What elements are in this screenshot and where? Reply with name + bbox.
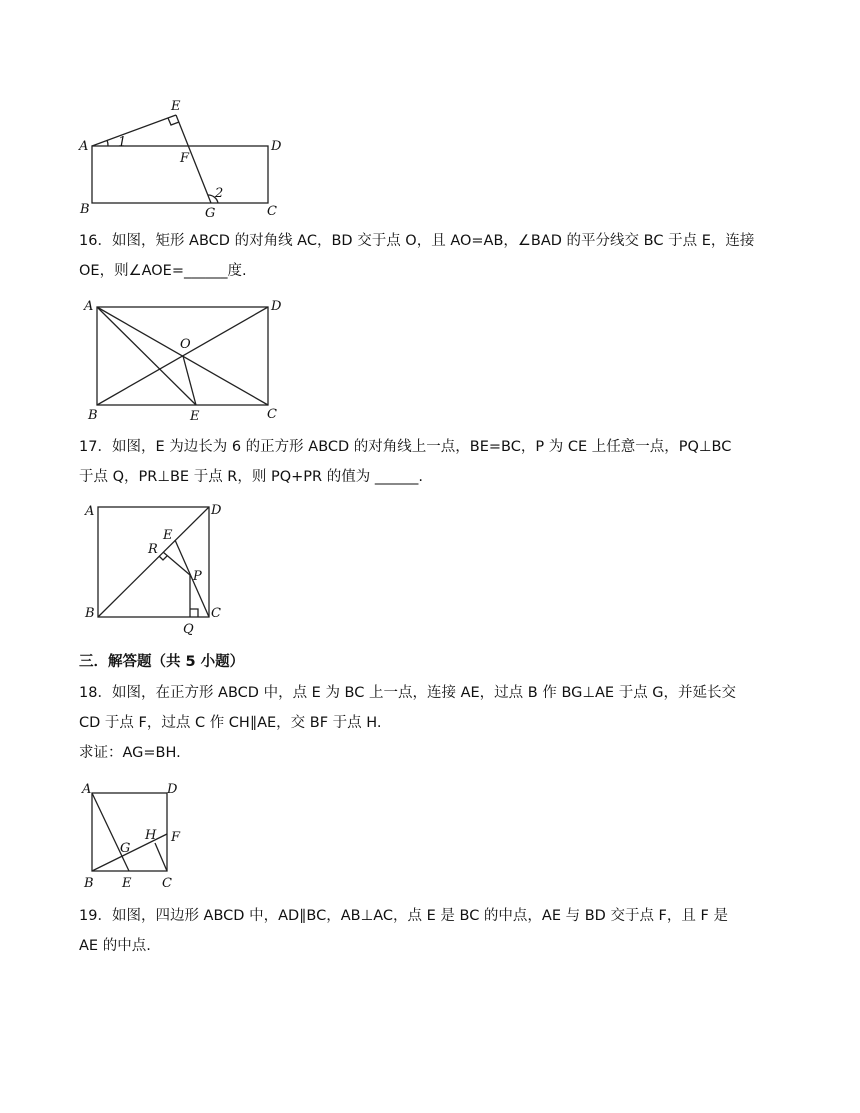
question-17-line-1: 17．如图，E 为边长为 6 的正方形 ABCD 的对角线上一点，BE=BC，P 为 CE 上任意一点，PQ⊥BC xyxy=(79,439,732,455)
question-18 xyxy=(79,678,799,768)
label-g: G xyxy=(120,841,131,856)
figure-17 xyxy=(0,495,300,640)
label-o: O xyxy=(180,337,191,352)
label-e: E xyxy=(163,528,173,543)
label-angle-1: 1 xyxy=(118,135,127,150)
label-c: C xyxy=(162,876,172,891)
question-18-line-2: CD 于点 F，过点 C 作 CH∥AE，交 BF 于点 H. xyxy=(79,715,382,731)
label-b: B xyxy=(85,606,95,621)
label-d: D xyxy=(167,782,178,797)
question-19 xyxy=(79,901,799,961)
label-q: Q xyxy=(183,622,194,637)
label-angle-2: 2 xyxy=(215,186,224,201)
segment-ce xyxy=(175,540,209,617)
segment-ch xyxy=(155,843,167,871)
label-g: G xyxy=(205,206,216,221)
figure-16 xyxy=(0,290,300,425)
question-16-line-2: OE，则∠AOE=______度. xyxy=(79,263,247,279)
label-e: E xyxy=(190,409,200,424)
label-c: C xyxy=(211,606,221,621)
question-17-line-2: 于点 Q，PR⊥BE 于点 R，则 PQ+PR 的值为 ______. xyxy=(79,469,423,485)
label-r: R xyxy=(148,542,158,557)
label-f: F xyxy=(171,830,181,845)
section-3-heading: 三．解答题（共 5 小题） xyxy=(79,654,245,670)
right-angle-mark-q xyxy=(190,609,198,617)
question-17 xyxy=(79,432,799,492)
right-angle-mark-r xyxy=(159,556,167,560)
label-f: F xyxy=(180,151,190,166)
label-b: B xyxy=(88,408,98,423)
label-e: E xyxy=(171,99,181,114)
label-b: B xyxy=(80,202,90,217)
label-b: B xyxy=(84,876,94,891)
label-d: D xyxy=(271,139,282,154)
label-a: A xyxy=(84,299,94,314)
label-d: D xyxy=(211,503,222,518)
question-18-line-1: 18．如图，在正方形 ABCD 中，点 E 为 BC 上一点，连接 AE，过点 B 作 BG⊥AE 于点 G，并延长交 xyxy=(79,685,737,701)
label-a: A xyxy=(82,782,92,797)
label-h: H xyxy=(145,828,157,843)
question-16 xyxy=(79,226,799,286)
figure-18 xyxy=(0,775,220,895)
question-16-line-1: 16．如图，矩形 ABCD 的对角线 AC，BD 交于点 O，且 AO=AB，∠BAD 的平分线交 BC 于点 E，连接 xyxy=(79,233,755,249)
figure-15 xyxy=(0,0,300,225)
label-p: P xyxy=(193,569,202,584)
label-d: D xyxy=(271,299,282,314)
label-a: A xyxy=(79,139,89,154)
question-19-line-2: AE 的中点. xyxy=(79,938,151,954)
label-c: C xyxy=(267,407,277,422)
angle-1-arc xyxy=(107,140,108,146)
diagonal-bd xyxy=(98,507,209,617)
label-a: A xyxy=(85,504,95,519)
question-18-line-3: 求证：AG=BH. xyxy=(79,745,181,761)
label-c: C xyxy=(267,204,277,219)
segment-ae xyxy=(92,793,129,871)
segment-ae xyxy=(92,115,176,146)
label-e: E xyxy=(122,876,132,891)
question-19-line-1: 19．如图，四边形 ABCD 中，AD∥BC，AB⊥AC，点 E 是 BC 的中点，AE 与 BD 交于点 F，且 F 是 xyxy=(79,908,728,924)
bisector-ae xyxy=(97,307,196,405)
